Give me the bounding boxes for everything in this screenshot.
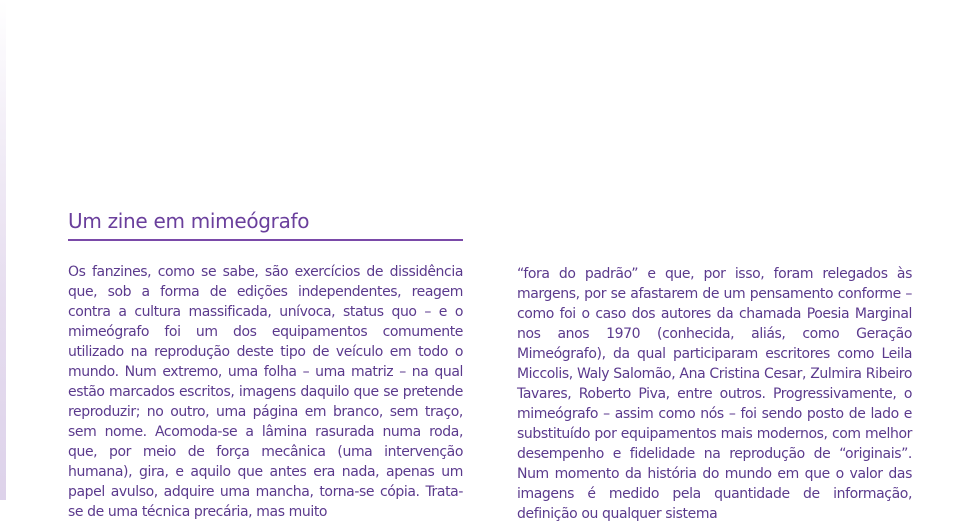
text-column-right: “fora do padrão” e que, por isso, foram relegados às margens, por se afastarem de um pensamento conforme – como foi o caso dos autores da chamada Poesia Marginal nos anos 1970 (conhecida, aliás, como Geração Mimeógrafo), da qual participaram escritores como Leila Miccolis, Waly Salomão, Ana Cristina Cesar, Zulmira Ribeiro Tavares, Roberto Piva, entre outros. Progressivamente, o mimeógrafo – assim como nós – foi sendo posto de lado e substituído por equipamentos mais modernos, com melhor desempenho e fidelidade na reprodução de “originais”. Num momento da história do mundo em que o valor das imagens é medido pela quantidade de informação, definição ou qualquer sistema xyxy=(517,266,912,522)
title-underline xyxy=(68,239,463,241)
section-title: Um zine em mimeógrafo xyxy=(68,209,310,233)
text-column-left: Os fanzines, como se sabe, são exercícios de dissidência que, sob a forma de edições independentes, reagem contra a cultura massificada, unívoca, status quo – e o mimeógrafo foi um dos equipamentos comumente utilizado na reprodução deste tipo de veículo em todo o mundo. Num extremo, uma folha – uma matriz – na qual estão marcados escritos, imagens daquilo que se pretende reproduzir; no outro, uma página em branco, sem traço, sem nome. Acomoda-se a lâmina rasurada numa roda, que, por meio de força mecânica (uma intervenção humana), gira, e aquilo que antes era nada, apenas um papel avulso, adquire uma mancha, torna-se cópia. Trata-se de uma técnica precária, mas muito xyxy=(68,264,463,520)
page-edge-texture xyxy=(0,0,6,500)
